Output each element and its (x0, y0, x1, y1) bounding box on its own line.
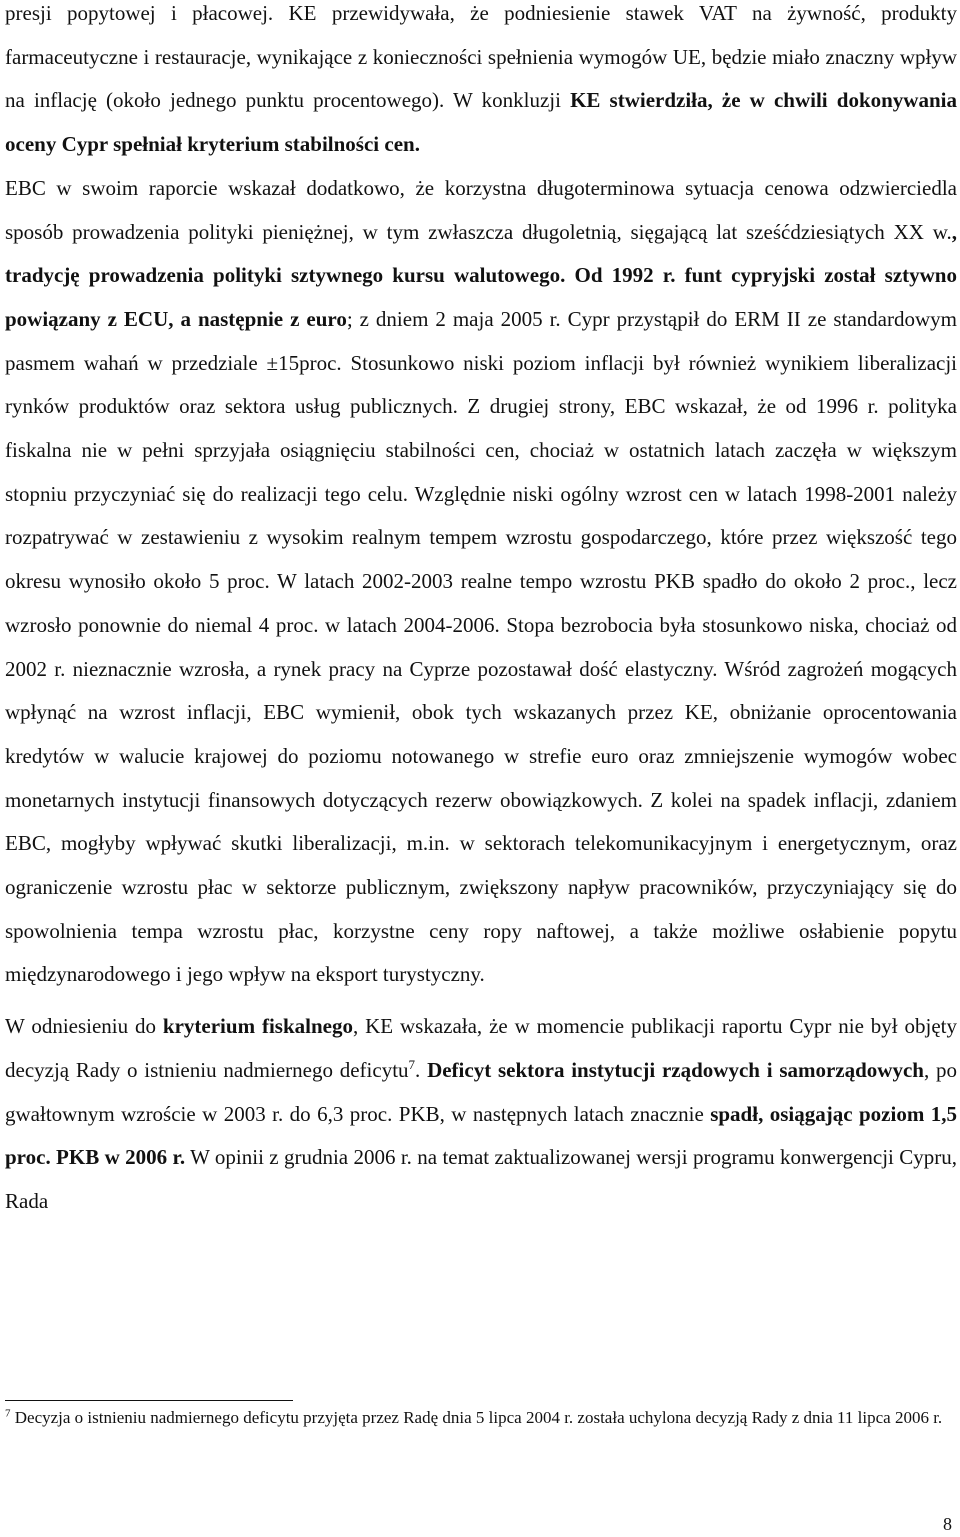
paragraph-3-text-period: . (415, 1057, 428, 1082)
page-number: 8 (943, 1514, 952, 1534)
paragraph-3-text-end: W opinii z grudnia 2006 r. na temat zaktualizowanej wersji programu konwergencji Cypru, Rada (5, 1145, 957, 1213)
paragraph-fiscal-criterion (5, 1005, 957, 1224)
footnote-text: Decyzja o istnieniu nadmiernego deficytu przyjęta przez Radę dnia 5 lipca 2004 r. została uchylona decyzją Rady z dnia 11 lipca 2006 r. (10, 1408, 943, 1427)
paragraph-2-text-start: EBC w swoim raporcie wskazał dodatkowo, że korzystna długoterminowa sytuacja cenowa odzwierciedla sposób prowadzenia polityki pieniężnej, w tym zwłaszcza długoletnią, sięgającą lat sześćdziesiątych XX w. (5, 175, 957, 244)
paragraph-3-bold-deficit: Deficyt sektora instytucji rządowych i samorządowych (427, 1057, 924, 1082)
paragraph-3-bold-decline: spadł, osiągając poziom 1,5 proc. PKB w 2006 r. (5, 1101, 957, 1170)
footnote-number: 7 (5, 1407, 11, 1420)
paragraph-2-bold-exchange-rate: , tradycję prowadzenia polityki sztywnego kursu walutowego. Od 1992 r. funt cypryjski został sztywno powiązany z ECU, a następnie z euro (5, 219, 957, 331)
paragraph-3-bold-fiscal: kryterium fiskalnego (162, 1014, 353, 1039)
paragraph-3-text-start: W odniesieniu do (5, 1014, 163, 1039)
footnote-separator (5, 1400, 293, 1401)
paragraph-1-text: presji popytowej i płacowej. KE przewidywała, że podniesienie stawek VAT na żywność, produkty farmaceutyczne i restauracje, wynikające z konieczności spełnienia wymogów UE, będzie miało znaczny wpływ na inflację (około jednego punktu procentowego). W konkluzji (5, 1, 957, 113)
paragraph-vat-inflation (5, 0, 957, 167)
footnote (5, 1406, 957, 1430)
paragraph-2-text-rest: ; z dniem 2 maja 2005 r. Cypr przystąpił do ERM II ze standardowym pasmem wahań w przedziale ±15proc. Stosunkowo niski poziom inflacji był również wynikiem liberalizacji rynków produktów oraz sektora usług publicznych. Z drugiej strony, EBC wskazał, że od 1996 r. polityka fiskalna nie w pełni sprzyjała osiągnięciu stabilności cen, chociaż w ostatnich latach zaczęła w większym stopniu przyczyniać się do realizacji tego celu. Względnie niski ogólny wzrost cen w latach 1998-2001 należy rozpatrywać w zestawieniu z wysokim realnym tempem wzrostu gospodarczego, które przez większość tego okresu wynosiło około 5 proc. W latach 2002-2003 realne tempo wzrostu PKB spadło do około 2 proc., lecz wzrosło ponownie do niemal 4 proc. w latach 2004-2006. Stopa bezrobocia była stosunkowo niska, chociaż od 2002 r. nieznacznie wzrosła, a rynek pracy na Cyprze pozostawał dość elastyczny. Wśród zagrożeń mogących wpłynąć na wzrost inflacji, EBC wymienił, obok tych wskazanych przez KE, obniżanie oprocentowania kredytów w walucie krajowej do poziomu notowanego w strefie euro oraz zmniejszenie wymogów wobec monetarnych instytucji finansowych dotyczących rezerw obowiązkowych. Z kolei na spadek inflacji, zdaniem EBC, mogłyby wpływać skutki liberalizacji, m.in. w sektorach telekomunikacyjnym i energetycznym, oraz ograniczenie wzrostu płac w sektorze publicznym, zwiększony napływ pracowników, przyczyniający się do spowolnienia tempa wzrostu płac, korzystne ceny ropy naftowej, a także możliwe osłabienie popytu międzynarodowego i jego wpływ na eksport turystyczny. (5, 306, 957, 987)
paragraph-1-bold-conclusion: KE stwierdziła, że w chwili dokonywania oceny Cypr spełniał kryterium stabilności cen. (5, 88, 957, 157)
document-page (5, 0, 957, 1224)
footnote-reference[interactable]: 7 (408, 1056, 416, 1072)
paragraph-3-text-growth: , po gwałtownym wzroście w 2003 r. do 6,3 proc. PKB, w następnych latach znacznie (5, 1057, 957, 1126)
paragraph-3-text-commission: , KE wskazała, że w momencie publikacji raportu Cypr nie był objęty decyzją Rady o istnieniu nadmiernego deficytu (5, 1014, 958, 1082)
paragraph-ecb-report (5, 167, 957, 997)
